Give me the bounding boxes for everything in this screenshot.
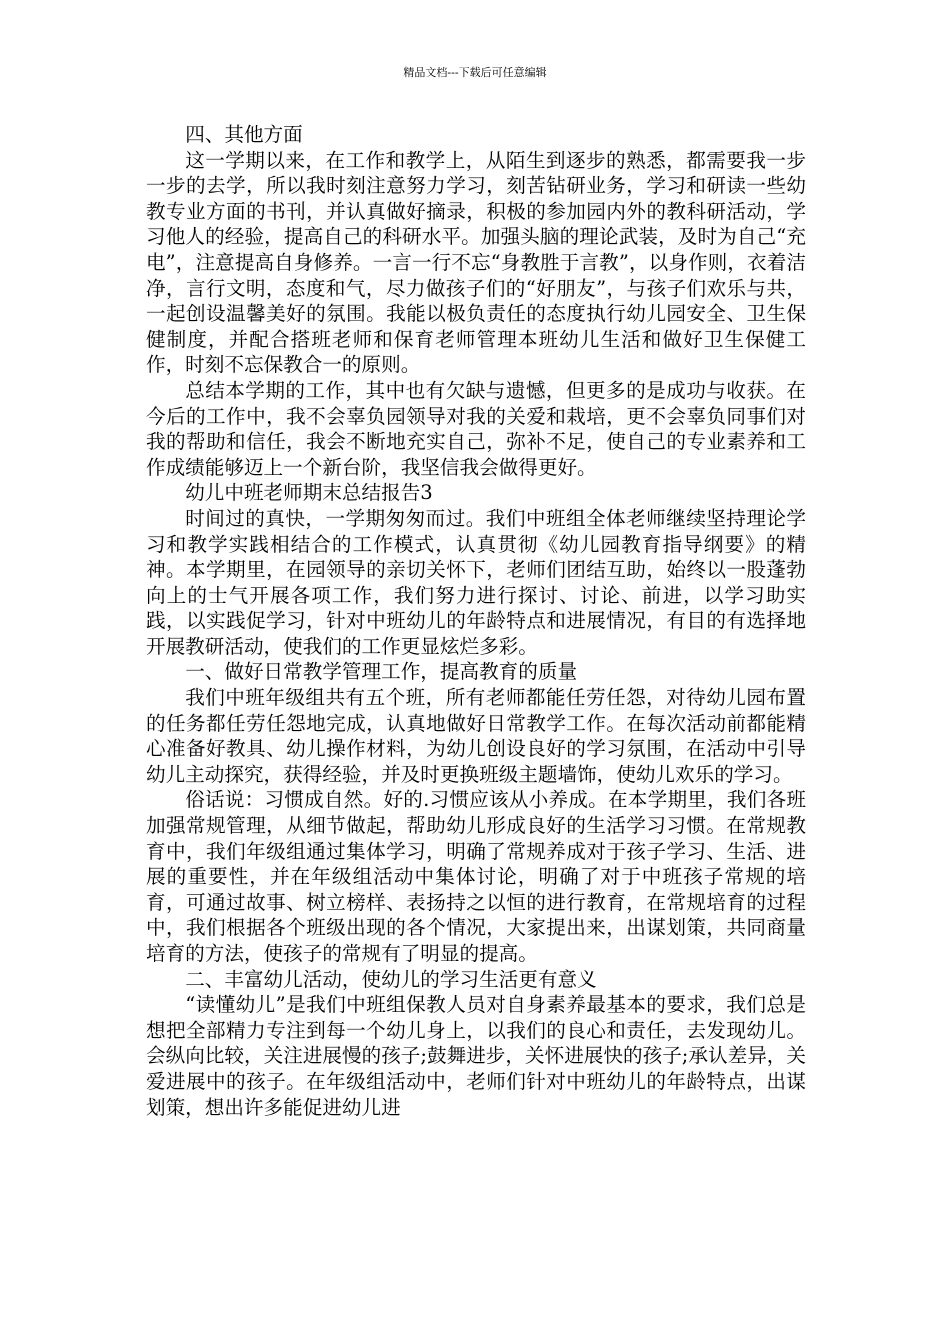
report-title: 幼儿中班老师期末总结报告3 (185, 481, 433, 505)
paragraph: 总结本学期的工作，其中也有欠缺与遗憾，但更多的是成功与收获。在今后的工作中，我不会辜负园领导对我的关爱和栽培，更不会辜负同事们对我的帮助和信任，我会不断地充实自己，弥补不足，使自己的专业素养和工作成绩能够迈上一个新台阶，我坚信我会做得更好。 (146, 378, 806, 479)
section-heading-other: 四、其他方面 (185, 123, 303, 146)
paragraph: “读懂幼儿”是我们中班组保教人员对自身素养最基本的要求，我们总是想把全部精力专注到每一个幼儿身上，以我们的良心和责任，去发现幼儿。会纵向比较，关注进展慢的孩子;鼓舞进步，关怀进展快的孩子;承认差异，关爱进展中的孩子。在年级组活动中，老师们针对中班幼儿的年龄特点，出谋划策，想出许多能促进幼儿进 (146, 993, 806, 1119)
document-body (146, 122, 806, 1120)
paragraph: 俗话说：习惯成自然。好的.习惯应该从小养成。在本学期里，我们各班加强常规管理，从细节做起，帮助幼儿形成良好的生活学习习惯。在常规教育中，我们年级组通过集体学习，明确了常规养成对于孩子学习、生活、进展的重要性，并在年级组活动中集体讨论，明确了对于中班孩子常规的培育，可通过故事、树立榜样、表扬持之以恒的进行教育，在常规培育的过程中，我们根据各个班级出现的各个情况，大家提出来，出谋划策，共同商量培育的方法，使孩子的常规有了明显的提高。 (146, 788, 806, 965)
paragraph: 时间过的真快，一学期匆匆而过。我们中班组全体老师继续坚持理论学习和教学实践相结合的工作模式，认真贯彻《幼儿园教育指导纲要》的精神。本学期里，在园领导的亲切关怀下，老师们团结互助，始终以一股蓬勃向上的士气开展各项工作，我们努力进行探讨、讨论、前进，以学习助实践，以实践促学习，针对中班幼儿的年龄特点和进展情况，有目的有选择地开展教研活动，使我们的工作更显炫烂多彩。 (146, 506, 806, 658)
header-note: 精品文档---下载后可任意编辑 (403, 66, 547, 79)
section-heading-two: 二、丰富幼儿活动，使幼儿的学习生活更有意义 (185, 967, 597, 991)
paragraph: 这一学期以来，在工作和教学上，从陌生到逐步的熟悉，都需要我一步一步的去学，所以我时刻注意努力学习，刻苦钻研业务，学习和研读一些幼教专业方面的书刊，并认真做好摘录，积极的参加园内外的教科研活动，学习他人的经验，提高自己的科研水平。加强头脑的理论武装，及时为自己“充电”，注意提高自身修养。一言一行不忘“身教胜于言教”，以身作则，衣着洁净，言行文明，态度和气，尽力做孩子们的“好朋友”，与孩子们欢乐与共，一起创设温馨美好的氛围。我能以极负责任的态度执行幼儿园安全、卫生保健制度，并配合搭班老师和保育老师管理本班幼儿生活和做好卫生保健工作，时刻不忘保教合一的原则。 (146, 148, 806, 377)
paragraph: 我们中班年级组共有五个班，所有老师都能任劳任怨，对待幼儿园布置的任务都任劳任怨地完成，认真地做好日常教学工作。在每次活动前都能精心准备好教具、幼儿操作材料，为幼儿创设良好的学习氛围，在活动中引导幼儿主动探究，获得经验，并及时更换班级主题墙饰，使幼儿欢乐的学习。 (146, 686, 806, 786)
section-heading-one: 一、做好日常教学管理工作，提高教育的质量 (185, 660, 578, 684)
